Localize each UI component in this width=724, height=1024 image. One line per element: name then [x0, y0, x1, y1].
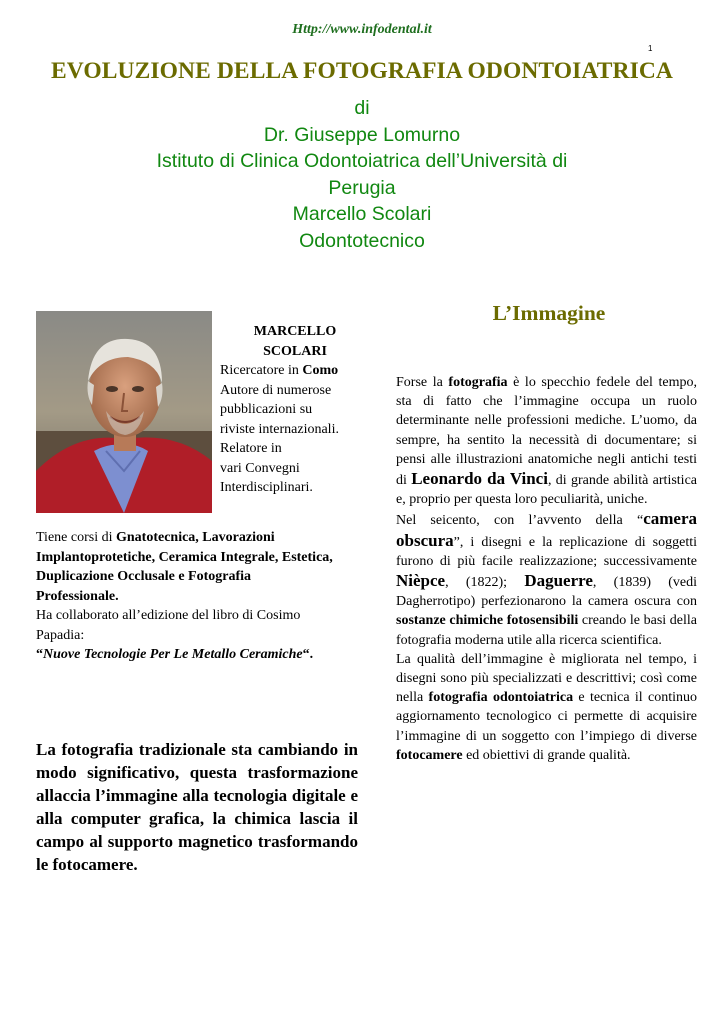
bio-name-last: SCOLARI [263, 343, 327, 359]
section-body [396, 373, 697, 765]
author-city: Perugia [328, 176, 396, 199]
paragraph: Nel seicento, con l’avvento della “camera obscura”, i disegni e la replicazione di soggetti furono di più facile realizzazione; successivamente Nièpce, (1822); Daguerre, (1839) (vedi Dagherrotipo) perfezionarono la camera oscura con sostanze chimiche fotosensibili creando le basi della fotografia moderna utile alla ricerca scientifica. [396, 509, 698, 648]
courses-block [36, 528, 336, 665]
paragraph: Forse la fotografia è lo specchio fedele del tempo, sta di fatto che l’immagine occupa un ruolo determinante nelle professioni mediche. L’uomo, da sempre, ha sentito la necessità di documentare; si pensi alle illustrazioni anatomiche negli antichi testi di Leonardo da Vinci, di grande abilità artistica e, proprio per questa loro peculiarità, uniche. [396, 375, 697, 508]
bio-line: riviste internazionali. [220, 421, 339, 437]
bio-line: Interdisciplinari. [220, 480, 313, 495]
bio-block [220, 322, 370, 498]
paragraph: La qualità dell’immagine è migliorata nel tempo, i disegni sono più specializzati e descrittivi; così come nella fotografia odontoiatrica e tecnica il continuo aggiornamento tecnologico ci permette di acquisire l’immagine di un soggetto con l’impiego di diverse fotocamere ed obiettivi di grande qualità. [396, 651, 698, 763]
bio-role: Ricercatore in Como [220, 363, 339, 378]
site-url[interactable]: Http://www.infodental.it [292, 22, 432, 37]
bio-line: vari Convegni [220, 460, 300, 476]
book-reference: “Nuove Tecnologie Per Le Metallo Ceramiche“. [36, 647, 314, 662]
bio-line: Autore di numerose [220, 382, 332, 398]
author-line-di: di [354, 97, 370, 119]
courses-text: Tiene corsi di Gnatotecnica, Lavorazioni Implantoprotetiche, Ceramica Integrale, Estetica, Duplicazione Occlusale e Fotografia Professionale. [36, 530, 333, 604]
section-heading: L’Immagine [492, 301, 606, 325]
bio-name-first: MARCELLO [253, 324, 337, 339]
document-title: EVOLUZIONE DELLA FOTOGRAFIA ODONTOIATRICA [51, 58, 673, 84]
collaboration-text: Ha collaborato all’edizione del libro di Cosimo Papadia: [36, 608, 301, 643]
author-block [0, 95, 724, 254]
coauthor-role: Odontotecnico [299, 229, 425, 252]
author-portrait [36, 311, 212, 513]
page-number: 1 [648, 44, 653, 53]
author-institution: Istituto di Clinica Odontoiatrica dell’Università di [156, 150, 568, 172]
bio-line: pubblicazioni su [220, 402, 313, 417]
bio-line: Relatore in [220, 441, 282, 456]
coauthor-name: Marcello Scolari [292, 203, 432, 225]
lead-paragraph: La fotografia tradizionale sta cambiando in modo significativo, questa trasformazione allaccia l’immagine alla tecnologia digitale e alla computer grafica, la chimica lascia il campo al supporto magnetico trasformando le fotocamere. [36, 740, 358, 874]
author-name: Dr. Giuseppe Lomurno [263, 123, 461, 146]
